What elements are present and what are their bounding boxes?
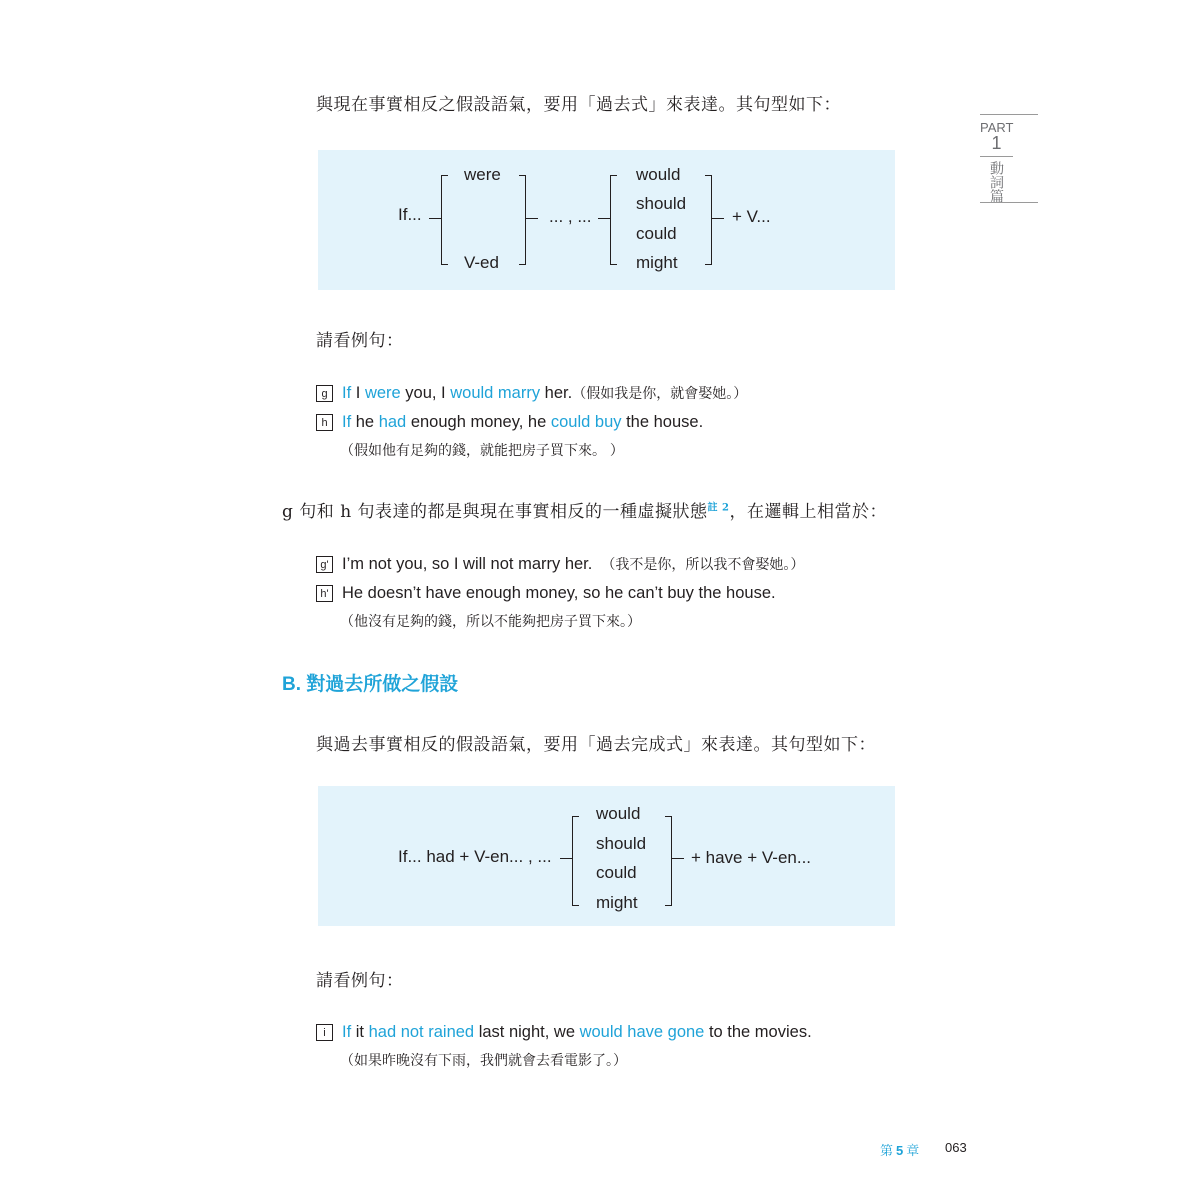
logic-note (282, 497, 887, 522)
modal-might: might (596, 893, 638, 912)
connector-line (598, 218, 610, 219)
connector-line (429, 218, 441, 219)
translation: （我不是你，所以我不會娶她。） (601, 556, 805, 572)
examples-heading: 請看例句： (316, 971, 404, 991)
right-bracket (519, 175, 526, 265)
modal-might: might (636, 253, 678, 272)
text: to the movies. (704, 1023, 812, 1041)
formula-box-past (318, 786, 895, 926)
example-sentence (342, 1023, 812, 1042)
connector-line (672, 858, 684, 859)
connector-line (712, 218, 724, 219)
right-bracket (665, 816, 672, 906)
text: enough money, he (406, 413, 551, 431)
chapter-prefix: 第 (880, 1143, 894, 1158)
modal-could: could (596, 863, 637, 882)
text: last night, we (474, 1023, 580, 1041)
highlight: were (364, 384, 401, 402)
side-tab-top-rule (980, 114, 1038, 115)
connector-line (560, 858, 572, 859)
chapter-label (880, 1140, 919, 1159)
highlight: If (342, 413, 352, 431)
text: I (351, 384, 365, 402)
text: he (351, 413, 379, 431)
example-label: g (316, 385, 333, 402)
example-sentence (342, 413, 703, 432)
example-sentence: I’m not you, so I will not marry her. (342, 554, 593, 573)
formula-if: If... (398, 205, 422, 224)
chapter-suffix: 章 (906, 1143, 920, 1158)
modal-could: could (636, 224, 677, 243)
highlight: If (342, 1023, 352, 1041)
section-b-title: B. 對過去所做之假設 (282, 674, 459, 695)
text: her. (540, 384, 573, 402)
modal-would: would (636, 165, 681, 184)
formula-left: If... had + V-en... , ... (398, 847, 552, 866)
text: you, I (400, 384, 451, 402)
part-label: PART (980, 120, 1014, 135)
highlight: If (342, 384, 352, 402)
text: it (351, 1023, 369, 1041)
translation: （他沒有足夠的錢，所以不能夠把房子買下來。） (340, 613, 641, 629)
formula-were: were (464, 165, 501, 184)
translation: （如果昨晚沒有下雨，我們就會去看電影了。） (340, 1052, 627, 1068)
example-g (316, 383, 747, 403)
highlight: had not rained (368, 1023, 475, 1041)
intro-present-unreal: 與現在事實相反之假設語氣，要用「過去式」來表達。其句型如下： (316, 95, 841, 115)
example-label: h' (316, 585, 333, 602)
example-h (316, 413, 703, 432)
connector-line (526, 218, 538, 219)
right-bracket (705, 175, 712, 265)
translation: （假如他有足夠的錢，就能把房子買下來。 ） (340, 442, 624, 458)
part-divider (980, 156, 1013, 157)
modal-should: should (636, 194, 687, 213)
note-text: g 句和 h 句表達的都是與現在事實相反的一種虛擬狀態 (282, 502, 708, 522)
example-sentence: He doesn’t have enough money, so he can’t buy the house. (342, 584, 776, 602)
intro-past-unreal: 與過去事實相反的假設語氣，要用「過去完成式」來表達。其句型如下： (316, 735, 876, 755)
example-label: i (316, 1024, 333, 1041)
highlight: would marry (450, 384, 541, 402)
part-title: 動詞篇 (989, 161, 1005, 203)
formula-comma: ... , ... (549, 207, 592, 226)
example-label: h (316, 414, 333, 431)
examples-heading: 請看例句： (316, 331, 404, 351)
modal-would: would (596, 804, 641, 823)
chapter-number: 5 (896, 1143, 904, 1158)
example-i (316, 1023, 812, 1042)
left-bracket (572, 816, 579, 906)
formula-box-present (318, 150, 895, 290)
note-text: ，在邏輯上相當於： (729, 502, 887, 522)
text: the house. (621, 413, 704, 431)
footnote-ref: 註 2 (707, 502, 730, 514)
example-sentence (342, 383, 747, 403)
page-number: 063 (945, 1140, 967, 1155)
left-bracket (610, 175, 617, 265)
formula-end: + V... (732, 207, 771, 226)
formula-end: + have + V-en... (691, 848, 812, 867)
highlight: had (378, 413, 407, 431)
formula-ved: V-ed (464, 253, 499, 272)
modal-should: should (596, 834, 647, 853)
highlight: would have gone (579, 1023, 705, 1041)
example-label: g' (316, 556, 333, 573)
example-g-prime (316, 554, 804, 574)
side-tab (980, 114, 1038, 206)
part-number: 1 (991, 133, 1002, 153)
side-tab-bottom-rule (980, 202, 1038, 203)
left-bracket (441, 175, 448, 265)
highlight: could buy (550, 413, 622, 431)
translation: （假如我是你，就會娶她。） (572, 385, 748, 401)
example-h-prime (316, 584, 776, 603)
